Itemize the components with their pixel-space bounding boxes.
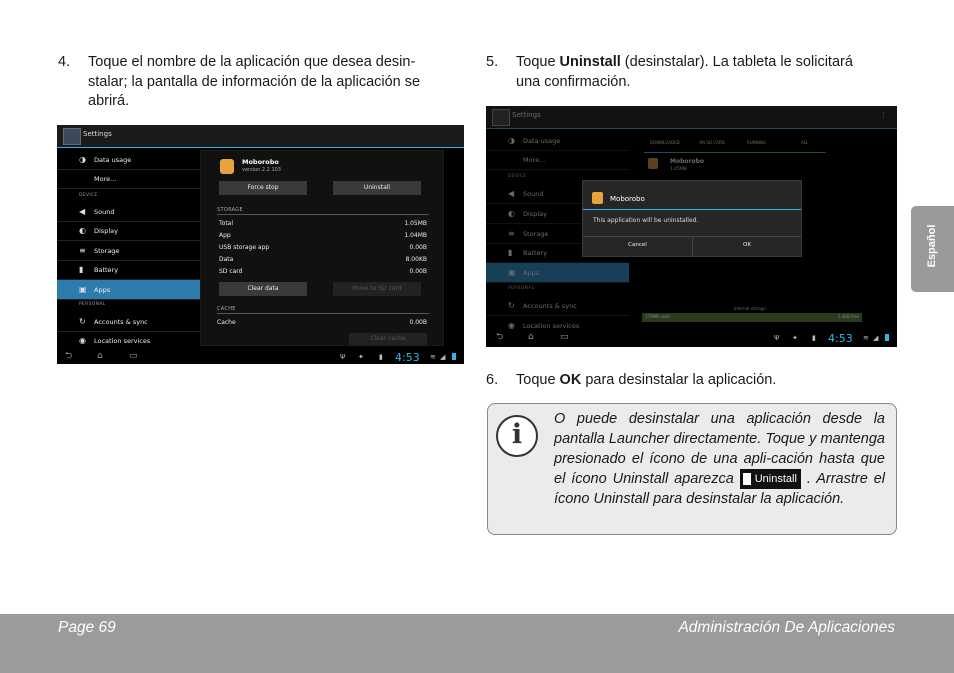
android-icon: ✦ xyxy=(792,334,798,342)
battery-icon: ▮ xyxy=(508,248,513,257)
app-info-screenshot xyxy=(57,125,464,364)
settings-item-label: More... xyxy=(94,175,117,183)
tip-note-text xyxy=(554,409,885,509)
step-text-bold: Uninstall xyxy=(559,54,621,70)
bg-app-size: 1.05MB xyxy=(670,167,687,172)
action-bar xyxy=(486,106,897,129)
row-value: 0.00B xyxy=(409,244,427,251)
settings-item-label: Sound xyxy=(523,190,544,198)
cancel-button[interactable]: Cancel xyxy=(628,242,647,248)
storage-icon: ≡ xyxy=(79,246,86,255)
language-side-tab xyxy=(911,206,954,292)
step-text-post: para desinstalar la aplicación. xyxy=(581,372,777,388)
tab-downloaded[interactable]: DOWNLOADED xyxy=(650,140,680,145)
step-line: una confirmación. xyxy=(516,73,631,90)
storage-divider xyxy=(217,214,429,215)
signal-icon: ◢ xyxy=(873,334,879,342)
action-bar-title: Settings xyxy=(512,111,541,119)
uninstall-badge xyxy=(740,469,801,489)
row-label: App xyxy=(219,232,231,239)
usb-icon: Ψ xyxy=(774,334,780,342)
row-label: Cache xyxy=(217,319,236,326)
settings-icon xyxy=(492,109,510,126)
move-to-sd-button: Move to SD card xyxy=(333,282,421,296)
cache-divider xyxy=(217,313,429,314)
step-number: 4. xyxy=(58,54,71,70)
row-value: 0.00B xyxy=(409,268,427,275)
settings-item-data-usage[interactable] xyxy=(486,131,629,151)
storage-row-total xyxy=(219,220,427,227)
settings-item-label: Accounts & sync xyxy=(523,302,577,310)
dialog-title: Moborobo xyxy=(610,195,645,203)
app-list-tabs xyxy=(644,136,826,153)
sound-icon: ◀ xyxy=(79,207,86,216)
sound-icon: ◀ xyxy=(508,189,515,198)
settings-item-accounts[interactable] xyxy=(486,296,629,316)
settings-item-label: Location services xyxy=(94,337,151,345)
step-text-post: (desinstalar). La tableta le solicitará xyxy=(620,54,853,70)
info-icon: i xyxy=(496,415,538,457)
settings-item-storage[interactable] xyxy=(57,241,200,261)
home-icon[interactable]: ⌂ xyxy=(97,351,103,361)
battery-level-icon xyxy=(452,353,456,360)
storage-row-data xyxy=(219,256,427,263)
usb-icon: Ψ xyxy=(340,353,346,361)
step-line: stalar; la pantalla de información de la aplicación se xyxy=(88,73,421,90)
apps-icon: ▣ xyxy=(79,285,87,294)
section-header-device: DEVICE xyxy=(508,174,527,179)
settings-item-sound[interactable] xyxy=(57,202,200,222)
overflow-menu-icon[interactable]: ⋮ xyxy=(880,111,887,119)
apps-icon: ▣ xyxy=(508,268,516,277)
clear-cache-button: Clear cache xyxy=(349,333,427,345)
step-number: 6. xyxy=(486,372,499,388)
storage-icon: ≡ xyxy=(508,229,515,238)
settings-item-label: Sound xyxy=(94,208,115,216)
settings-item-battery[interactable] xyxy=(57,260,200,280)
row-label: SD card xyxy=(219,268,243,275)
settings-icon xyxy=(63,128,81,145)
battery-level-icon xyxy=(885,334,889,341)
language-label: Español xyxy=(926,224,938,268)
settings-item-label: Battery xyxy=(523,249,548,257)
step-line: Toque el nombre de la aplicación que desea desin- xyxy=(88,54,416,70)
bg-app-name: Moborobo xyxy=(670,158,705,165)
recent-apps-icon[interactable]: ▭ xyxy=(560,332,569,342)
dialog-app-icon xyxy=(592,192,603,204)
cache-header: CACHE xyxy=(217,306,236,312)
sync-icon: ↻ xyxy=(79,317,86,326)
settings-item-label: Display xyxy=(523,210,547,218)
back-icon[interactable]: ⮌ xyxy=(496,332,504,342)
uninstall-badge-label: Uninstall xyxy=(754,473,797,486)
note-text-after: . Arrastre el ícono Uninstall para desinstalar la aplicación. xyxy=(554,471,885,508)
settings-item-label: Battery xyxy=(94,266,119,274)
data-usage-icon: ◑ xyxy=(508,136,515,145)
home-icon[interactable]: ⌂ xyxy=(528,332,534,342)
row-value: 1.04MB xyxy=(404,232,427,239)
settings-item-label: Location services xyxy=(523,322,580,330)
sd-icon: ▮ xyxy=(379,353,383,361)
app-name: Moborobo xyxy=(242,158,279,166)
step-text xyxy=(516,371,776,391)
settings-item-accounts[interactable] xyxy=(57,312,200,332)
android-icon: ✦ xyxy=(358,353,364,361)
step-text xyxy=(88,53,420,112)
step-text-pre: Toque xyxy=(516,54,560,70)
settings-item-more[interactable] xyxy=(57,169,200,189)
settings-item-apps[interactable] xyxy=(486,263,629,283)
row-value: 0.00B xyxy=(409,319,427,326)
settings-item-more[interactable] xyxy=(486,150,629,170)
action-bar-title: Settings xyxy=(83,130,112,138)
signal-icon: ◢ xyxy=(440,353,446,361)
settings-item-label: Display xyxy=(94,227,118,235)
settings-item-label: Data usage xyxy=(94,156,132,164)
location-icon: ◉ xyxy=(508,321,515,330)
system-nav-bar xyxy=(57,350,464,364)
storage-free: 5.4GB free xyxy=(837,314,859,319)
sd-icon: ▮ xyxy=(812,334,816,342)
display-icon: ◐ xyxy=(508,209,515,218)
dialog-title-divider xyxy=(583,209,801,210)
row-label: Data xyxy=(219,256,234,263)
settings-item-label: Data usage xyxy=(523,137,561,145)
storage-used: 179MB used xyxy=(645,314,670,319)
clear-data-button[interactable]: Clear data xyxy=(219,282,307,296)
display-icon: ◐ xyxy=(79,226,86,235)
data-usage-icon: ◑ xyxy=(79,155,86,164)
force-stop-button[interactable]: Force stop xyxy=(219,181,307,195)
storage-row-sd xyxy=(219,268,427,275)
settings-item-label: Apps xyxy=(523,269,540,277)
step-text-pre: Toque xyxy=(516,372,560,388)
ok-button[interactable]: OK xyxy=(743,242,751,248)
action-bar xyxy=(57,125,464,148)
section-header-device: DEVICE xyxy=(79,193,98,198)
storage-row-usb xyxy=(219,244,427,251)
clock: 4:53 xyxy=(395,351,420,364)
step-text-bold: OK xyxy=(559,372,582,388)
step-text xyxy=(516,53,853,92)
tab-all[interactable]: ALL xyxy=(801,140,809,145)
uninstall-dialog-screenshot xyxy=(486,106,897,347)
row-label: USB storage app xyxy=(219,244,270,251)
settings-item-label: Storage xyxy=(94,247,120,255)
settings-item-label: Accounts & sync xyxy=(94,318,148,326)
wifi-icon: ≋ xyxy=(430,353,436,361)
row-label: Total xyxy=(219,220,234,227)
settings-item-display[interactable] xyxy=(57,221,200,241)
section-header-personal: PERSONAL xyxy=(79,302,106,307)
settings-item-label: Storage xyxy=(523,230,549,238)
clock: 4:53 xyxy=(828,332,853,345)
section-header-personal: PERSONAL xyxy=(508,286,535,291)
storage-bar-label: Internal storage xyxy=(734,306,766,311)
app-detail-panel xyxy=(200,150,444,346)
page-footer xyxy=(0,614,954,673)
location-icon: ◉ xyxy=(79,336,86,345)
internal-storage-bar xyxy=(642,306,862,322)
uninstall-dialog xyxy=(582,180,802,257)
dialog-message: This application will be uninstalled. xyxy=(593,217,699,224)
uninstall-button[interactable]: Uninstall xyxy=(333,181,421,195)
recent-apps-icon[interactable]: ▭ xyxy=(129,351,138,361)
storage-header: STORAGE xyxy=(217,207,243,213)
settings-item-location[interactable] xyxy=(57,331,200,351)
cache-row xyxy=(217,319,427,326)
step-line: abrirá. xyxy=(88,93,130,109)
system-nav-bar xyxy=(486,331,897,347)
settings-item-data-usage[interactable] xyxy=(57,150,200,170)
settings-item-label: More... xyxy=(523,156,546,164)
row-value: 1.05MB xyxy=(404,220,427,227)
settings-item-label: Apps xyxy=(94,286,111,294)
section-title: Administración De Aplicaciones xyxy=(678,619,895,636)
bg-app-icon xyxy=(648,158,658,169)
wifi-icon: ≋ xyxy=(863,334,869,342)
battery-icon: ▮ xyxy=(79,265,84,274)
sync-icon: ↻ xyxy=(508,301,515,310)
step-number: 5. xyxy=(486,54,499,70)
storage-row-app xyxy=(219,232,427,239)
app-version: version 2.2.103 xyxy=(242,167,281,173)
tab-on-sd-card[interactable]: ON SD CARD xyxy=(699,140,725,145)
trash-icon xyxy=(743,473,751,485)
tab-running[interactable]: RUNNING xyxy=(747,140,766,145)
settings-item-apps[interactable] xyxy=(57,280,200,300)
app-icon xyxy=(220,159,234,174)
note-text-before: O puede desinstalar una aplicación desde la pantalla Launcher directamente. Toque y mantenga presionado el ícono de una apli-cación hasta que el ícono Uninstall aparezca xyxy=(554,411,885,487)
back-icon[interactable]: ⮌ xyxy=(65,351,73,361)
row-value: 8.00KB xyxy=(405,256,427,263)
page-number: Page 69 xyxy=(58,619,116,636)
